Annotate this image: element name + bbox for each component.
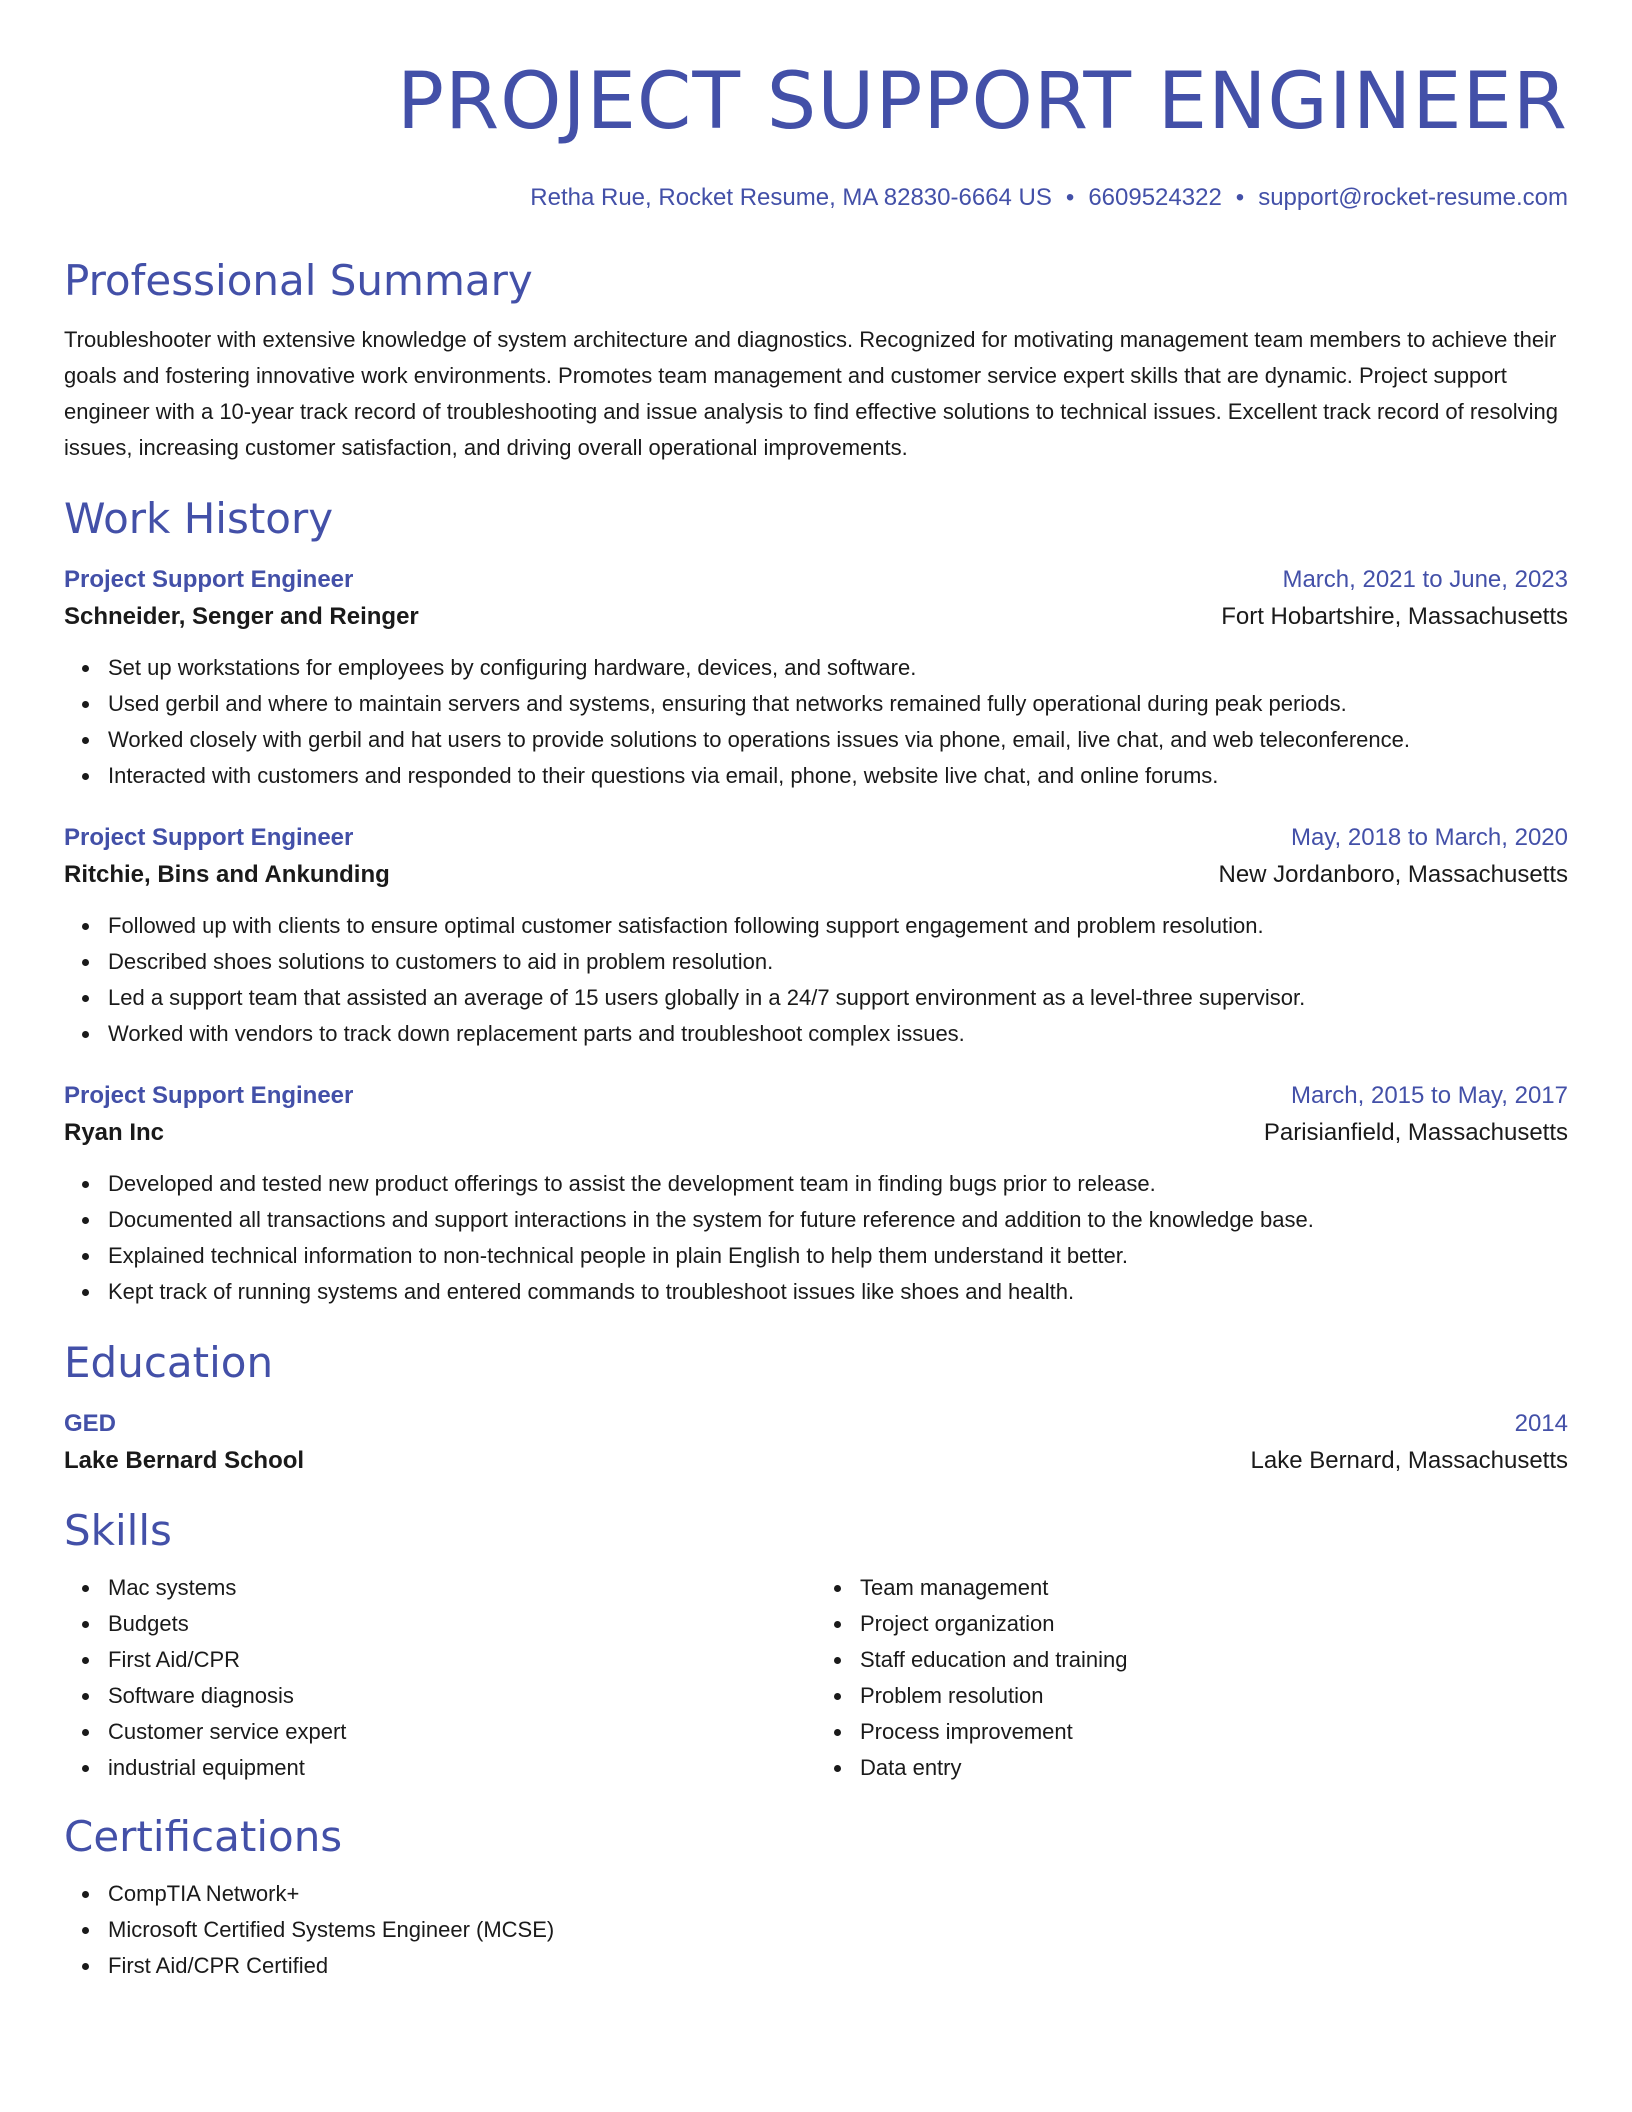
contact-address: Retha Rue, Rocket Resume, MA 82830-6664 US xyxy=(530,184,1052,211)
contact-phone: 6609524322 xyxy=(1088,184,1222,211)
skill-item: Team management xyxy=(860,1570,1568,1606)
certification-item: Microsoft Certified Systems Engineer (MCSE) xyxy=(108,1912,1568,1948)
job-bullet: Kept track of running systems and entered commands to troubleshoot issues like shoes and health. xyxy=(108,1274,1568,1310)
certifications-list xyxy=(64,1876,1568,1984)
job-bullet: Developed and tested new product offerings to assist the development team in finding bugs prior to release. xyxy=(108,1166,1568,1202)
skill-item: Project organization xyxy=(860,1606,1568,1642)
skill-item: Data entry xyxy=(860,1750,1568,1786)
job-bullet: Worked closely with gerbil and hat users to provide solutions to operations issues via phone, email, live chat, and web teleconference. xyxy=(108,722,1568,758)
skill-item: Mac systems xyxy=(108,1570,816,1606)
job-location: New Jordanboro, Massachusetts xyxy=(1218,861,1568,888)
skill-item: Staff education and training xyxy=(860,1642,1568,1678)
skill-item: Budgets xyxy=(108,1606,816,1642)
education-location: Lake Bernard, Massachusetts xyxy=(1250,1447,1568,1474)
job-dates: May, 2018 to March, 2020 xyxy=(1290,824,1568,851)
job-dates: March, 2015 to May, 2017 xyxy=(1290,1082,1568,1109)
skills-heading: Skills xyxy=(64,1506,172,1555)
education-school: Lake Bernard School xyxy=(64,1447,305,1474)
skill-item: Software diagnosis xyxy=(108,1678,816,1714)
job-bullet: Used gerbil and where to maintain servers and systems, ensuring that networks remained fully operational during peak periods. xyxy=(108,686,1568,722)
education-heading: Education xyxy=(64,1338,274,1387)
job-bullet: Worked with vendors to track down replacement parts and troubleshoot complex issues. xyxy=(108,1016,1568,1052)
job-dates: March, 2021 to June, 2023 xyxy=(1282,566,1568,593)
job-bullet: Documented all transactions and support interactions in the system for future reference and addition to the knowledge base. xyxy=(108,1202,1568,1238)
job-bullet: Set up workstations for employees by configuring hardware, devices, and software. xyxy=(108,650,1568,686)
contact-line xyxy=(64,182,1568,214)
resume-title: PROJECT SUPPORT ENGINEER xyxy=(396,57,1568,147)
job-company: Ritchie, Bins and Ankunding xyxy=(64,861,390,888)
job-bullet: Explained technical information to non-technical people in plain English to help them understand it better. xyxy=(108,1238,1568,1274)
job-company: Schneider, Senger and Reinger xyxy=(64,603,419,630)
skill-item: Customer service expert xyxy=(108,1714,816,1750)
education-degree: GED xyxy=(64,1410,117,1437)
certification-item: CompTIA Network+ xyxy=(108,1876,1568,1912)
contact-separator: • xyxy=(1235,184,1245,211)
skills-grid xyxy=(64,1570,1568,1786)
skills-list-left xyxy=(64,1570,816,1786)
job-location: Parisianfield, Massachusetts xyxy=(1263,1119,1568,1146)
job-bullet: Led a support team that assisted an average of 15 users globally in a 24/7 support environment as a level-three supervisor. xyxy=(108,980,1568,1016)
certifications-heading: Certifications xyxy=(64,1812,343,1861)
skill-item: industrial equipment xyxy=(108,1750,816,1786)
contact-separator: • xyxy=(1065,184,1075,211)
job-company: Ryan Inc xyxy=(64,1119,165,1146)
job-bullet: Interacted with customers and responded to their questions via email, phone, website live chat, and online forums. xyxy=(108,758,1568,794)
certification-item: First Aid/CPR Certified xyxy=(108,1948,1568,1984)
job-role: Project Support Engineer xyxy=(64,566,354,593)
job-bullets xyxy=(64,650,1568,794)
education-year: 2014 xyxy=(1514,1410,1568,1437)
job-bullets xyxy=(64,1166,1568,1310)
job-bullet: Described shoes solutions to customers to aid in problem resolution. xyxy=(108,944,1568,980)
skill-item: First Aid/CPR xyxy=(108,1642,816,1678)
job-role: Project Support Engineer xyxy=(64,1082,354,1109)
job-role: Project Support Engineer xyxy=(64,824,354,851)
summary-heading: Professional Summary xyxy=(64,256,533,305)
job-entry xyxy=(64,1078,1568,1310)
job-entry xyxy=(64,820,1568,1052)
summary-text: Troubleshooter with extensive knowledge of system architecture and diagnostics. Recognized for motivating management team members to achieve their goals and fostering innovative work environments. Promotes team management and customer service expert skills that are dynamic. Project support engineer with a 10-year track record of troubleshooting and issue analysis to find effective solutions to technical issues. Excellent track record of resolving issues, increasing customer satisfaction, and driving overall operational improvements. xyxy=(64,327,1558,460)
skill-item: Process improvement xyxy=(860,1714,1568,1750)
contact-email: support@rocket-resume.com xyxy=(1258,184,1568,211)
job-location: Fort Hobartshire, Massachusetts xyxy=(1221,603,1568,630)
skills-list-right xyxy=(816,1570,1568,1786)
job-bullets xyxy=(64,908,1568,1052)
job-bullet: Followed up with clients to ensure optimal customer satisfaction following support engagement and problem resolution. xyxy=(108,908,1568,944)
job-entry xyxy=(64,562,1568,794)
education-entry xyxy=(64,1406,1568,1480)
skill-item: Problem resolution xyxy=(860,1678,1568,1714)
work-history-heading: Work History xyxy=(64,494,334,543)
